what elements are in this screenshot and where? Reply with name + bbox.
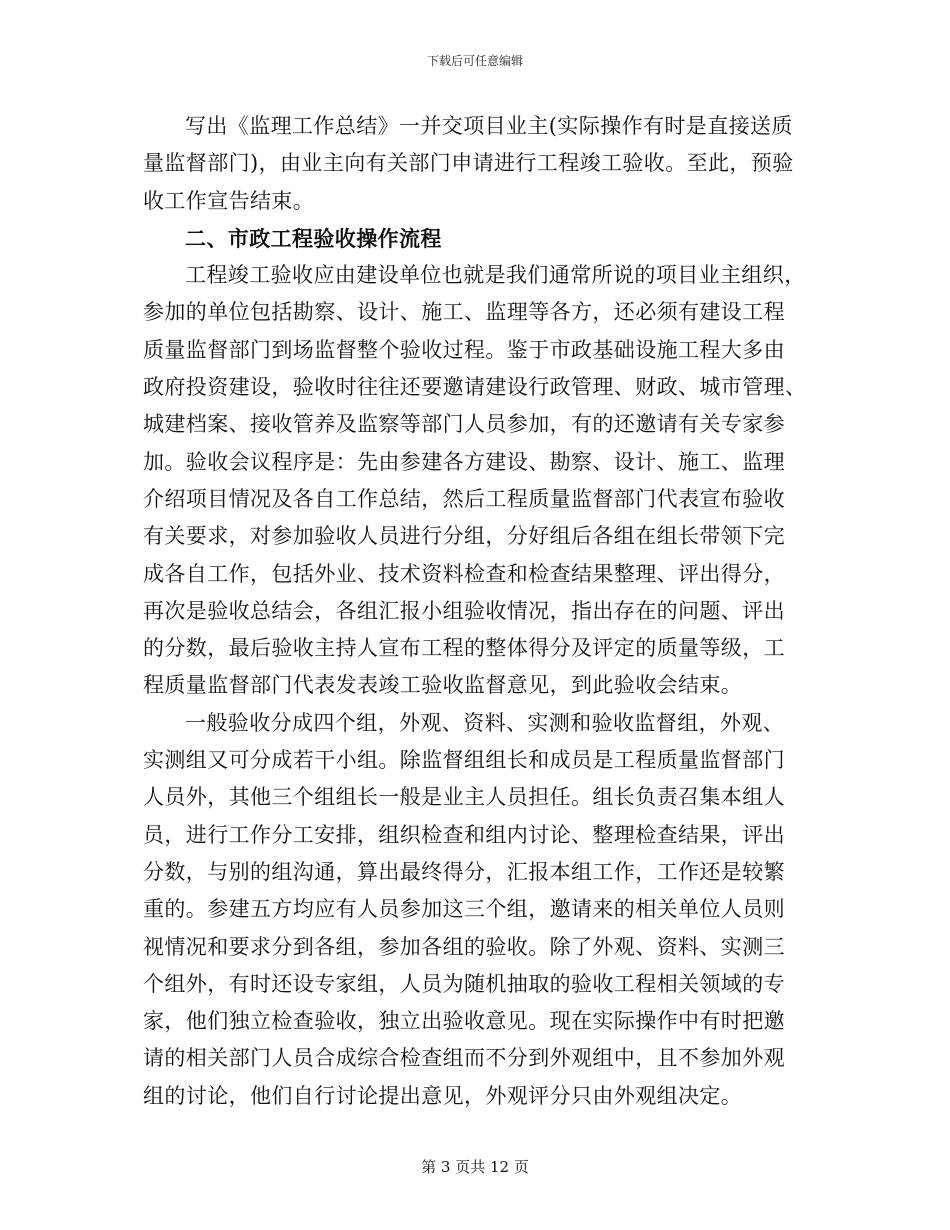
paragraph-line: 的分数，最后验收主持人宣布工程的整体得分及评定的质量等级，工 bbox=[143, 636, 785, 661]
paragraph-line: 介绍项目情况及各自工作总结，然后工程质量监督部门代表宣布验收 bbox=[143, 486, 785, 511]
paragraph-line: 员，进行工作分工安排，组织检查和组内讨论、整理检查结果，评出 bbox=[143, 822, 785, 847]
paragraph-line: 视情况和要求分到各组，参加各组的验收。除了外观、资料、实测三 bbox=[143, 934, 785, 959]
paragraph-line: 量监督部门)，由业主向有关部门申请进行工程竣工验收。至此，预验 bbox=[143, 151, 794, 176]
paragraph-line: 分数，与别的组沟通，算出最终得分，汇报本组工作，工作还是较繁 bbox=[143, 859, 785, 884]
paragraph-line: 加。验收会议程序是：先由参建各方建设、勘察、设计、施工、监理 bbox=[143, 449, 785, 474]
paragraph-line: 请的相关部门人员合成综合检查组而不分到外观组中，且不参加外观 bbox=[143, 1046, 785, 1071]
paragraph-line: 一般验收分成四个组，外观、资料、实测和验收监督组，外观、 bbox=[185, 710, 785, 735]
paragraph-line: 家，他们独立检查验收，独立出验收意见。现在实际操作中有时把邀 bbox=[143, 1009, 785, 1034]
paragraph-line: 城建档案、接收管养及监察等部门人员参加，有的还邀请有关专家参 bbox=[143, 412, 785, 437]
paragraph-line: 成各自工作，包括外业、技术资料检查和检查结果整理、评出得分， bbox=[143, 561, 785, 586]
paragraph-line: 质量监督部门到场监督整个验收过程。鉴于市政基础设施工程大多由 bbox=[143, 337, 785, 362]
page-footer: 第 3 页共 12 页 bbox=[421, 1158, 529, 1176]
paragraph-line: 人员外，其他三个组组长一般是业主人员担任。组长负责召集本组人 bbox=[143, 785, 785, 810]
page-header: 下载后可任意编辑 bbox=[426, 54, 523, 68]
paragraph-line: 收工作宣告结束。 bbox=[143, 188, 315, 213]
paragraph-line: 重的。参建五方均应有人员参加这三个组，邀请来的相关单位人员则 bbox=[143, 897, 785, 922]
paragraph-line: 工程竣工验收应由建设单位也就是我们通常所说的项目业主组织， bbox=[185, 263, 806, 288]
paragraph-line: 实测组又可分成若干小组。除监督组组长和成员是工程质量监督部门 bbox=[143, 748, 785, 773]
paragraph-line: 个组外，有时还设专家组，人员为随机抽取的验收工程相关领域的专 bbox=[143, 971, 785, 996]
paragraph-line: 政府投资建设，验收时往往还要邀请建设行政管理、财政、城市管理、 bbox=[143, 375, 807, 400]
paragraph-line: 有关要求，对参加验收人员进行分组，分好组后各组在组长带领下完 bbox=[143, 524, 785, 549]
document-body bbox=[143, 108, 807, 1115]
paragraph-line: 组的讨论，他们自行讨论提出意见，外观评分只由外观组决定。 bbox=[143, 1083, 743, 1108]
paragraph-line: 再次是验收总结会，各组汇报小组验收情况，指出存在的问题、评出 bbox=[143, 598, 785, 623]
paragraph-line: 程质量监督部门代表发表竣工验收监督意见，到此验收会结束。 bbox=[143, 673, 743, 698]
section-heading: 二、市政工程验收操作流程 bbox=[185, 225, 442, 251]
paragraph-line: 写出《监理工作总结》一并交项目业主(实际操作有时是直接送质 bbox=[185, 114, 793, 138]
paragraph-line: 参加的单位包括勘察、设计、施工、监理等各方，还必须有建设工程 bbox=[143, 300, 785, 325]
